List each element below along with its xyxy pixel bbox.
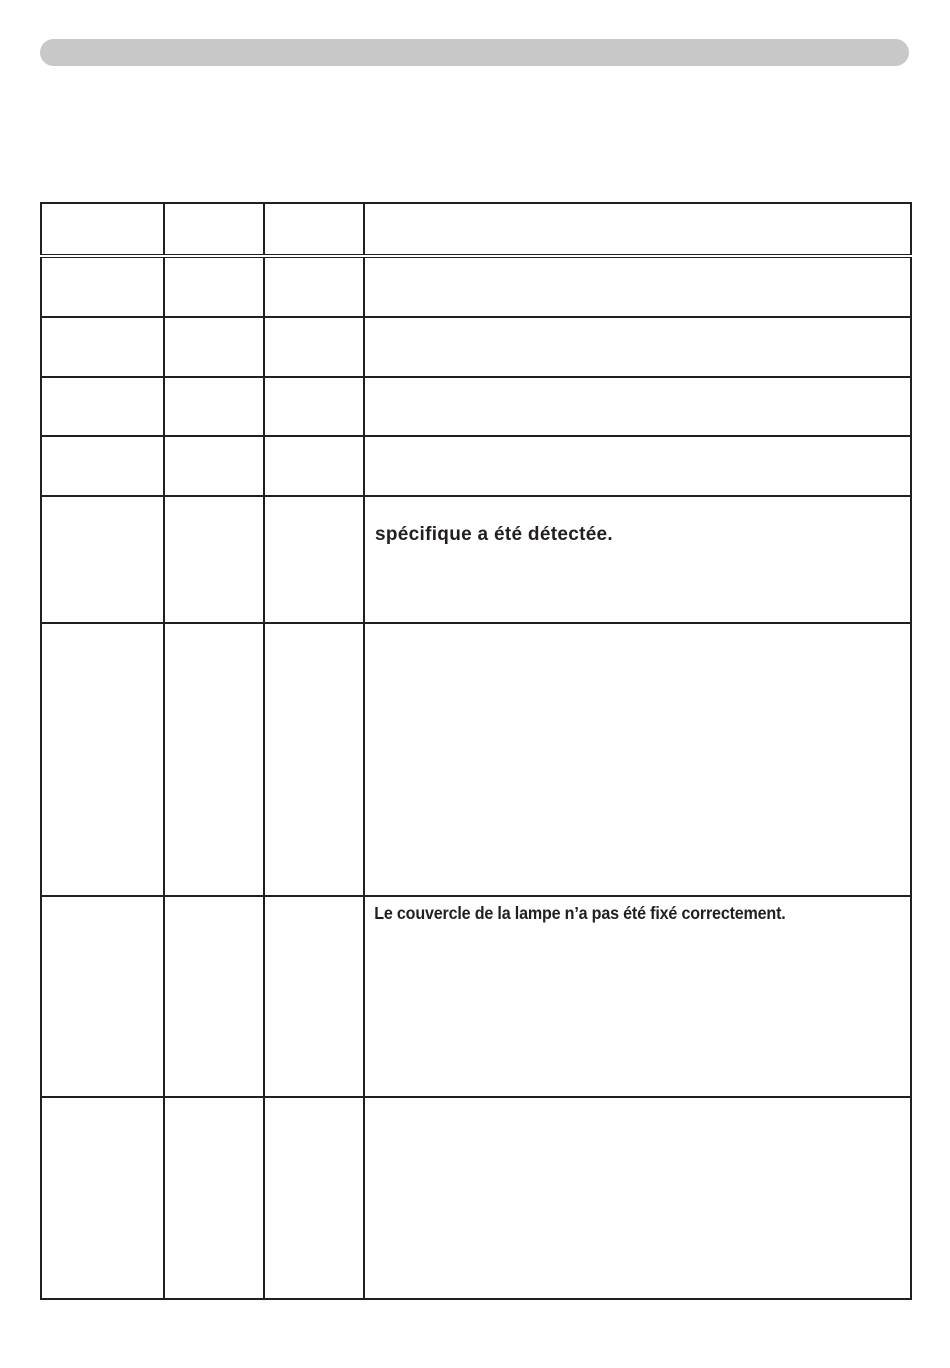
table-cell: [164, 496, 264, 623]
table-row: [41, 256, 911, 317]
description-cell: [364, 317, 911, 377]
table-cell: [264, 256, 364, 317]
table-cell: [164, 256, 264, 317]
description-text: Le couvercle de la lampe n’a pas été fixé correctement.: [374, 903, 786, 923]
table-cell: [41, 896, 164, 1097]
table-row: [41, 496, 911, 623]
table-row: [41, 623, 911, 896]
table-cell: [264, 377, 364, 436]
table-cell: [41, 1097, 164, 1299]
table-cell: [41, 496, 164, 623]
description-cell: [364, 1097, 911, 1299]
description-text: spécifique a été détectée.: [375, 524, 614, 545]
header-cell: [364, 203, 911, 256]
table-cell: [264, 1097, 364, 1299]
table-cell: [164, 436, 264, 496]
table-cell: [164, 896, 264, 1097]
table-cell: [41, 436, 164, 496]
table-cell: [264, 436, 364, 496]
header-cell: [164, 203, 264, 256]
table-row: [41, 317, 911, 377]
table-row: [41, 377, 911, 436]
section-header-bar: [40, 39, 909, 66]
table-cell: [164, 377, 264, 436]
table-cell: [164, 1097, 264, 1299]
table-cell: [264, 317, 364, 377]
table-cell: [264, 623, 364, 896]
table-row: [41, 436, 911, 496]
table-row: [41, 1097, 911, 1299]
table-cell: [41, 256, 164, 317]
table-row: [41, 896, 911, 1097]
table-cell: [164, 623, 264, 896]
header-cell: [264, 203, 364, 256]
table-cell: [41, 317, 164, 377]
table-cell: [264, 896, 364, 1097]
table-header-row: [41, 203, 911, 256]
description-cell: [364, 377, 911, 436]
table-cell: [41, 377, 164, 436]
description-cell: [364, 496, 911, 623]
table-cell: [264, 496, 364, 623]
description-cell: [364, 256, 911, 317]
table-cell: [41, 623, 164, 896]
indicator-status-table: [40, 202, 912, 1300]
table-cell: [164, 317, 264, 377]
description-cell: [364, 436, 911, 496]
header-cell: [41, 203, 164, 256]
description-cell: [364, 896, 911, 1097]
description-cell: [364, 623, 911, 896]
